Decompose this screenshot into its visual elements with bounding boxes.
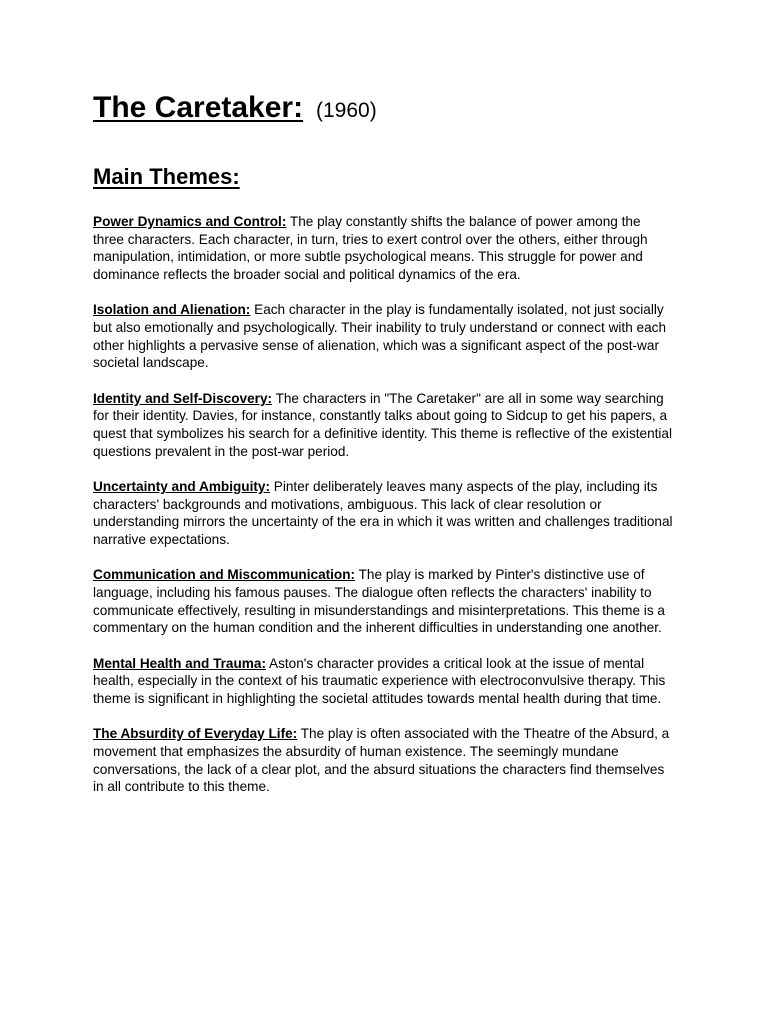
theme-label: Identity and Self-Discovery: (93, 390, 273, 406)
theme-paragraph-identity (93, 390, 675, 461)
theme-text: Pinter deliberately leaves many aspects of the play, including its characters' backgrounds and motivations, ambiguous. This lack of clear resolution or understanding mirrors the uncertainty of the era in which it was written and challenges traditional narrative expectations. (93, 478, 673, 548)
title-text: The Caretaker: (93, 91, 304, 124)
document-page (93, 86, 675, 813)
theme-label: Power Dynamics and Control: (93, 214, 287, 229)
theme-label: Communication and Miscommunication: (93, 567, 356, 583)
theme-text: Aston's character provides a critical look at the issue of mental health, especially in the context of his traumatic experience with electroconvulsive therapy. This theme is significant in highlighting the societal attitudes towards mental health during that time. (93, 655, 666, 706)
theme-label: The Absurdity of Everyday Life: (93, 726, 298, 742)
theme-paragraph-mental-health (93, 655, 675, 708)
theme-paragraph-power (93, 213, 675, 284)
title-year: (1960) (315, 99, 377, 122)
theme-paragraph-communication (93, 566, 675, 637)
theme-label: Uncertainty and Ambiguity: (93, 478, 270, 494)
theme-text: The play is marked by Pinter's distinctive use of language, including his famous pauses. The dialogue often reflects the characters' inability to communicate effectively, resulting in misunderstandings and misinterpretations. This theme is a commentary on the human condition and the inherent difficulties in understanding one another. (93, 567, 665, 636)
theme-text: The play is often associated with the Theatre of the Absurd, a movement that emphasizes the absurdity of human existence. The seemingly mundane conversations, the lack of a clear plot, and the absurd situations the characters find themselves in all contribute to this theme. (93, 726, 670, 795)
theme-paragraph-absurdity (93, 725, 675, 796)
themes-list (93, 213, 675, 796)
theme-paragraph-isolation (93, 301, 675, 372)
theme-label: Isolation and Alienation: (93, 302, 251, 318)
theme-text: Each character in the play is fundamentally isolated, not just socially but also emotionally and psychologically. Their inability to truly understand or connect with each other highlights a pervasive sense of alienation, which was a significant aspect of the post-war societal landscape. (93, 302, 667, 371)
theme-label: Mental Health and Trauma: (93, 655, 266, 671)
section-heading: Main Themes: (93, 164, 240, 189)
theme-text: The play constantly shifts the balance of power among the three characters. Each character, in turn, tries to exert control over the others, either through manipulation, intimidation, or more subtle psychological means. This struggle for power and dominance reflects the broader social and political dynamics of the era. (93, 214, 648, 283)
theme-paragraph-uncertainty (93, 478, 675, 549)
document-title (93, 86, 675, 131)
theme-text: The characters in "The Caretaker" are all in some way searching for their identity. Davies, for instance, constantly talks about going to Sidcup to get his papers, a quest that symbolizes his search for a definitive identity. This theme is reflective of the existential questions prevalent in the post-war period. (93, 390, 673, 459)
